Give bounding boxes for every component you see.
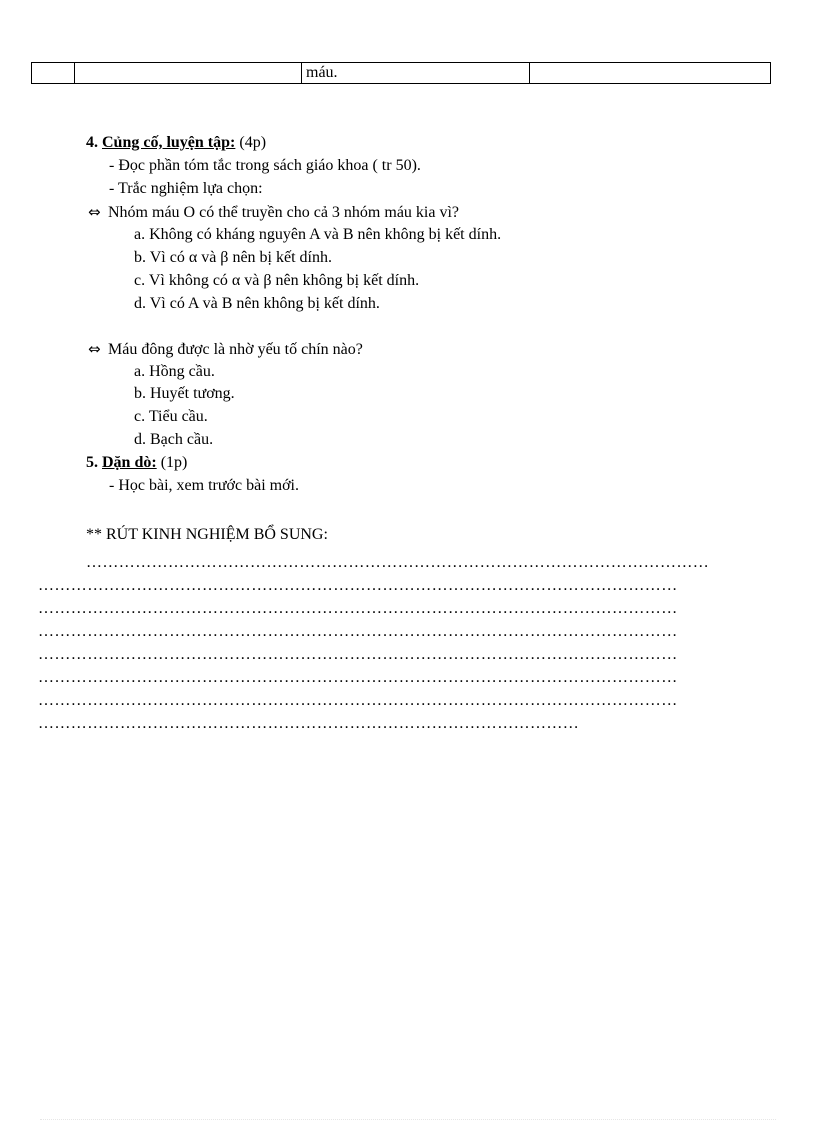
dotted-line: ……………………………………………………………………………………… <box>38 715 580 732</box>
option-item: c. Tiểu cầu. <box>134 408 208 425</box>
option-item: b. Huyết tương. <box>134 385 235 402</box>
section-5-heading <box>86 453 187 473</box>
dotted-line: ……………………………………………………………………………………………………… <box>38 623 678 640</box>
double-arrow-icon: ⇔ <box>88 203 101 221</box>
table-cell <box>530 63 771 84</box>
section-time: (1p) <box>160 454 188 471</box>
option-item: b. Vì có α và β nên bị kết dính. <box>134 249 332 266</box>
section-title: Dặn dò: <box>102 454 157 471</box>
dotted-line: ……………………………………………………………………………………………………… <box>38 692 678 709</box>
dotted-line: ……………………………………………………………………………………………………… <box>38 646 678 663</box>
lesson-table-fragment <box>31 62 771 84</box>
question-1 <box>88 202 459 223</box>
dotted-line: ……………………………………………………………………………………………………… <box>38 669 678 686</box>
bullet-item: - Trắc nghiệm lựa chọn: <box>109 180 263 197</box>
question-text: Nhóm máu O có thể truyền cho cả 3 nhóm máu kia vì? <box>108 204 460 221</box>
option-item: a. Không có kháng nguyên A và B nên không bị kết dính. <box>134 226 502 243</box>
table-cell: máu. <box>302 63 530 84</box>
question-text: Máu đông được là nhờ yếu tố chín nào? <box>108 341 363 358</box>
section-time: (4p) <box>239 134 267 151</box>
dotted-line: ……………………………………………………………………………………………………… <box>38 600 678 617</box>
section-number: 5. <box>86 454 98 471</box>
double-arrow-icon: ⇔ <box>88 340 101 358</box>
dotted-line: ……………………………………………………………………………………………………… <box>38 577 678 594</box>
question-2 <box>88 339 363 360</box>
section-4-heading <box>86 133 266 153</box>
option-item: c. Vì không có α và β nên không bị kết dính. <box>134 272 420 289</box>
dotted-line: …………………………………………………………………………………………………… <box>86 554 710 571</box>
option-item: d. Vì có A và B nên không bị kết dính. <box>134 295 380 312</box>
section-title: Củng cố, luyện tập: <box>102 134 236 151</box>
bullet-item: - Học bài, xem trước bài mới. <box>109 477 299 494</box>
page-bottom-border <box>40 1119 776 1120</box>
table-cell <box>75 63 302 84</box>
table-cell <box>32 63 75 84</box>
table-row <box>32 63 771 84</box>
section-number: 4. <box>86 134 98 151</box>
option-item: a. Hồng cầu. <box>134 363 215 380</box>
notes-heading: ** RÚT KINH NGHIỆM BỔ SUNG: <box>86 526 328 543</box>
bullet-item: - Đọc phần tóm tắc trong sách giáo khoa ( tr 50). <box>109 157 421 174</box>
option-item: d. Bạch cầu. <box>134 431 214 448</box>
